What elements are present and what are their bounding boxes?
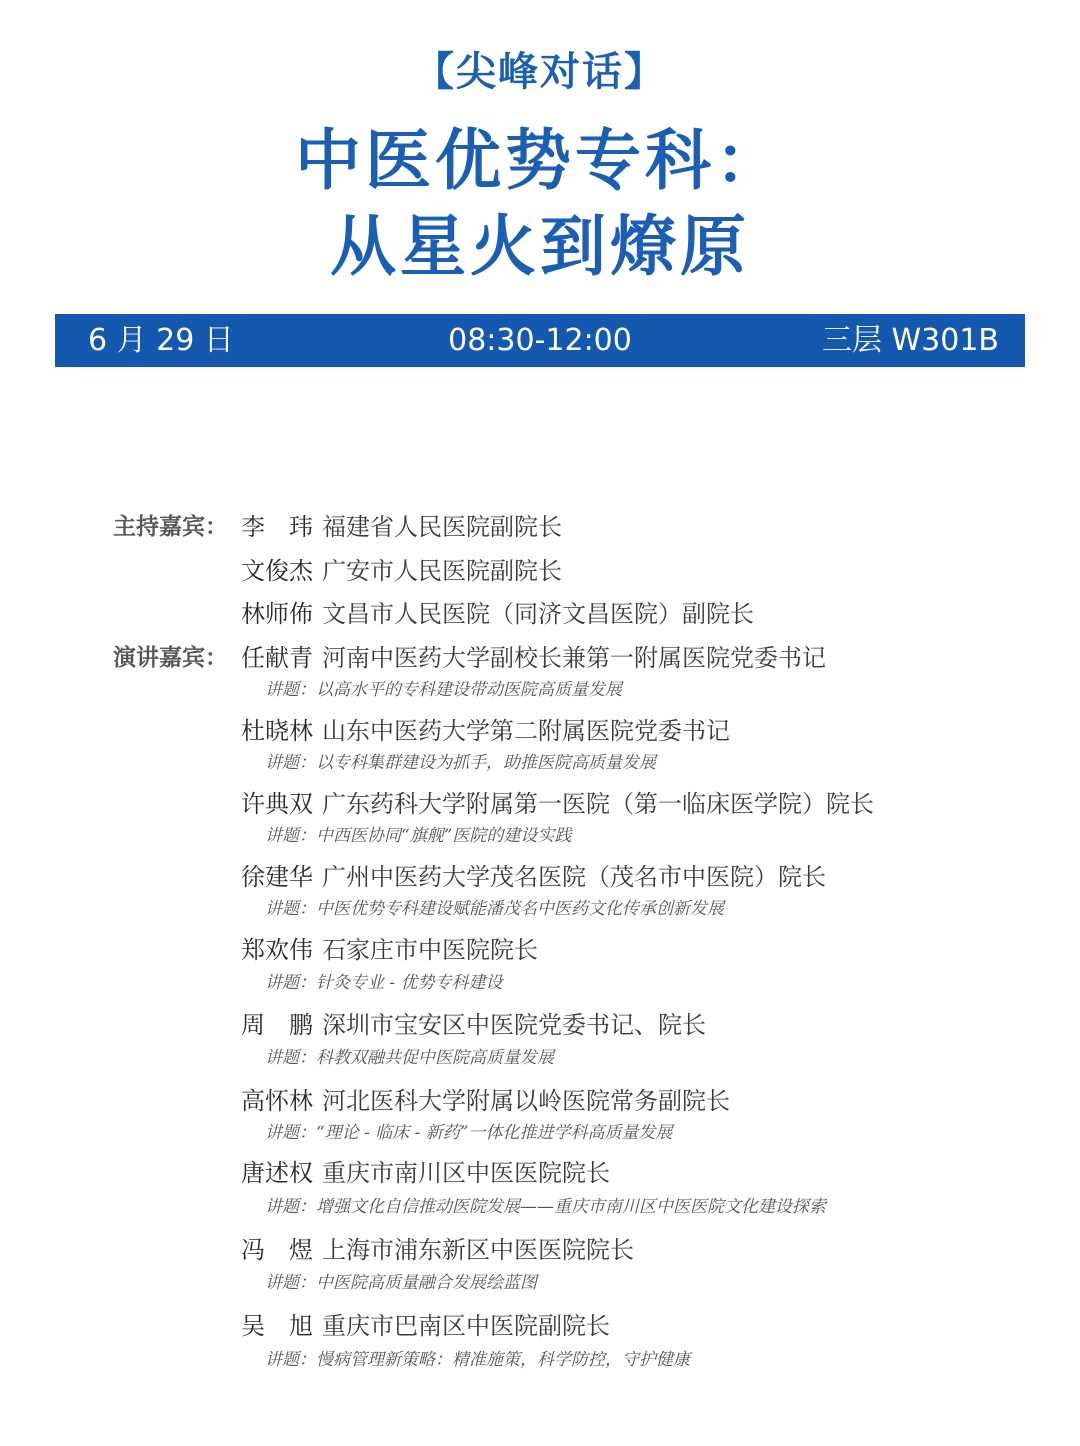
- host-position: 文昌市人民医院（同济文昌医院）副院长: [322, 600, 754, 628]
- forum-kicker: 【尖峰对话】: [414, 49, 666, 95]
- speaker-topic: 讲题：增强文化自信推动医院发展——重庆市南川区中医医院文化建设探索: [265, 1197, 826, 1217]
- speaker-topic: 讲题：以高水平的专科建设带动医院高质量发展: [265, 680, 622, 700]
- speaker-name: 唐述权: [241, 1159, 313, 1187]
- speaker-name: 许典双: [241, 790, 313, 818]
- speaker-position: 石家庄市中医院院长: [322, 936, 538, 964]
- speaker-role-label: 演讲嘉宾：: [113, 645, 228, 671]
- host-position: 广安市人民医院副院长: [322, 557, 562, 585]
- speaker-name: 冯 煜: [241, 1236, 313, 1264]
- speaker-position: 深圳市宝安区中医院党委书记、院长: [322, 1011, 706, 1039]
- speaker-topic: 讲题：以专科集群建设为抓手，助推医院高质量发展: [265, 753, 656, 773]
- speaker-name: 周 鹏: [241, 1011, 313, 1039]
- speaker-position: 河南中医药大学副校长兼第一附属医院党委书记: [322, 644, 826, 672]
- forum-title-line-2: 从星火到燎原: [330, 208, 750, 285]
- speaker-name: 郑欢伟: [241, 936, 313, 964]
- host-role-label: 主持嘉宾：: [113, 514, 228, 540]
- speaker-topic: 讲题：科教双融共促中医院高质量发展: [265, 1048, 554, 1068]
- speaker-position: 广东药科大学附属第一医院（第一临床医学院）院长: [322, 790, 874, 818]
- speaker-topic: 讲题：中医优势专科建设赋能潘茂名中医药文化传承创新发展: [265, 899, 724, 919]
- forum-title-line-1: 中医优势专科：: [295, 122, 785, 199]
- speaker-position: 重庆市南川区中医医院院长: [322, 1159, 610, 1187]
- event-time: 08:30-12:00: [448, 323, 632, 358]
- speaker-topic: 讲题：中医院高质量融合发展绘蓝图: [265, 1273, 537, 1293]
- speaker-name: 徐建华: [241, 863, 313, 891]
- speaker-position: 上海市浦东新区中医医院院长: [322, 1236, 634, 1264]
- event-room: 三层 W301B: [821, 323, 999, 358]
- speaker-position: 河北医科大学附属以岭医院常务副院长: [322, 1087, 730, 1115]
- host-position: 福建省人民医院副院长: [322, 513, 562, 541]
- event-date: 6 月 29 日: [88, 323, 234, 358]
- speaker-position: 广州中医药大学茂名医院（茂名市中医院）院长: [322, 863, 826, 891]
- speaker-position: 重庆市巴南区中医院副院长: [322, 1312, 610, 1340]
- speaker-topic: 讲题：慢病管理新策略：精准施策，科学防控，守护健康: [265, 1350, 690, 1370]
- host-name: 文俊杰: [241, 557, 313, 585]
- speaker-name: 高怀林: [241, 1087, 313, 1115]
- host-name: 李 玮: [241, 513, 313, 541]
- speaker-topic: 讲题：“理论 - 临床 - 新药”一体化推进学科高质量发展: [265, 1123, 673, 1143]
- speaker-name: 任献青: [241, 644, 313, 672]
- info-bar: [55, 314, 1025, 367]
- speaker-topic: 讲题：中西医协同“旗舰”医院的建设实践: [265, 826, 572, 846]
- speaker-name: 杜晓林: [241, 717, 313, 745]
- speaker-position: 山东中医药大学第二附属医院党委书记: [322, 717, 730, 745]
- speaker-topic: 讲题：针灸专业 - 优势专科建设: [265, 973, 503, 993]
- speaker-name: 吴 旭: [241, 1312, 313, 1340]
- host-name: 林师佈: [241, 600, 313, 628]
